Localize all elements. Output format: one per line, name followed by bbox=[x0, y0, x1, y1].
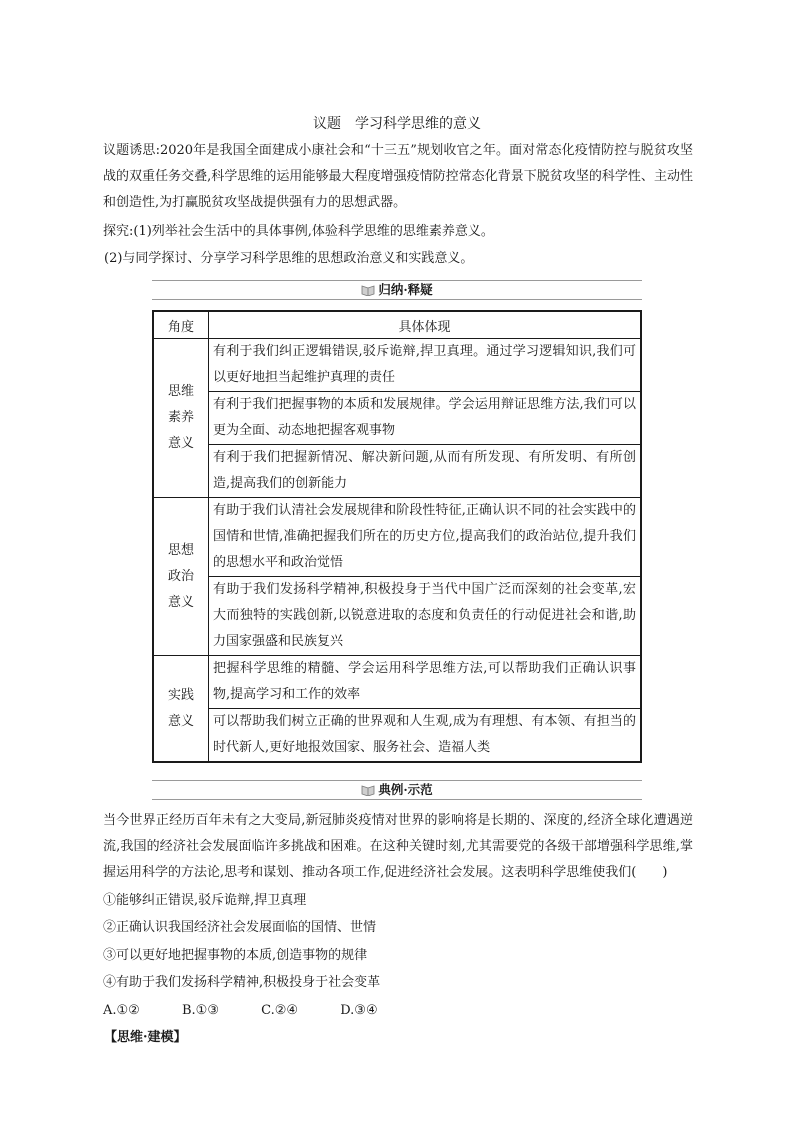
angle-cell: 实践 意义 bbox=[153, 656, 209, 763]
title-prefix: 议题 bbox=[313, 116, 341, 132]
option-c[interactable]: C.②④ bbox=[261, 1003, 299, 1018]
option-a[interactable]: A.①② bbox=[103, 1003, 140, 1018]
section-summary-title: 归纳·释疑 bbox=[378, 282, 433, 297]
title-text: 学习科学思维的意义 bbox=[355, 116, 481, 132]
table-header-row bbox=[153, 311, 641, 339]
table-cell: 有助于我们发扬科学精神,积极投身于当代中国广泛而深刻的社会变革,宏大而独特的实践创新,以锐意进取的态度和负责任的行动促进社会和谐,助力国家强盛和民族复兴 bbox=[209, 577, 642, 656]
intro-paragraph: 议题诱思:2020年是我国全面建成小康社会和“十三五”规划收官之年。面对常态化疫情防控与脱贫攻坚战的双重任务交叠,科学思维的运用能够最大程度增强疫情防控常态化背景下脱贫攻坚的科学性、主动性和创造性,为打赢脱贫攻坚战提供强有力的思想武器。 bbox=[103, 143, 693, 210]
book-icon bbox=[361, 283, 375, 301]
angle-cell: 思想 政治 意义 bbox=[153, 498, 209, 656]
explore-line-1: 探究:(1)列举社会生活中的具体事例,体验科学思维的思维素养意义。 bbox=[103, 224, 494, 239]
question-stem: 当今世界正经历百年未有之大变局,新冠肺炎疫情对世界的影响将是长期的、深度的,经济全球化遭遇逆流,我国的经济社会发展面临许多挑战和困难。在这种关键时刻,尤其需要党的各级干部增强科学思维,掌握运用科学的方法论,思考和谋划、推动各项工作,促进经济社会发展。这表明科学思维使我们( ) bbox=[103, 813, 693, 880]
answer-options bbox=[103, 998, 416, 1024]
book-icon bbox=[361, 783, 375, 801]
table-row bbox=[153, 656, 641, 709]
table-row bbox=[153, 445, 641, 498]
angle-cell: 思维 素养 意义 bbox=[153, 339, 209, 498]
statement-4: ④有助于我们发扬科学精神,积极投身于社会变革 bbox=[103, 975, 381, 990]
table-row bbox=[153, 498, 641, 577]
statement-3: ③可以更好地把握事物的本质,创造事物的规律 bbox=[103, 948, 368, 963]
explore-line-2: (2)与同学探讨、分享学习科学思维的思想政治意义和实践意义。 bbox=[104, 251, 474, 266]
section-example-title: 典例·示范 bbox=[378, 782, 433, 797]
table-cell: 把握科学思维的精髓、学会运用科学思维方法,可以帮助我们正确认识事物,提高学习和工作的效率 bbox=[209, 656, 642, 709]
table-cell: 可以帮助我们树立正确的世界观和人生观,成为有理想、有本领、有担当的时代新人,更好地报效国家、服务社会、造福人类 bbox=[209, 709, 642, 763]
table-cell: 有利于我们把握新情况、解决新问题,从而有所发现、有所发明、有所创造,提高我们的创新能力 bbox=[209, 445, 642, 498]
table-row bbox=[153, 709, 641, 763]
option-d[interactable]: D.③④ bbox=[340, 1003, 378, 1018]
statement-1: ①能够纠正错误,驳斥诡辩,捍卫真理 bbox=[103, 893, 307, 908]
summary-table bbox=[152, 310, 642, 763]
statement-2: ②正确认识我国经济社会发展面临的国情、世情 bbox=[103, 920, 377, 935]
model-tag: 【思维·建模】 bbox=[104, 1030, 187, 1045]
page-title bbox=[0, 114, 794, 134]
table-cell: 有利于我们把握事物的本质和发展规律。学会运用辩证思维方法,我们可以更为全面、动态地把握客观事物 bbox=[209, 392, 642, 445]
table-cell: 有利于我们纠正逻辑错误,驳斥诡辩,捍卫真理。通过学习逻辑知识,我们可以更好地担当起维护真理的责任 bbox=[209, 339, 642, 392]
table-row bbox=[153, 577, 641, 656]
table-row bbox=[153, 339, 641, 392]
table-cell: 有助于我们认清社会发展规律和阶段性特征,正确认识不同的社会实践中的国情和世情,准确把握我们所在的历史方位,提高我们的政治站位,提升我们的思想水平和政治觉悟 bbox=[209, 498, 642, 577]
section-example-header bbox=[152, 780, 642, 800]
option-b[interactable]: B.①③ bbox=[181, 1003, 219, 1018]
header-angle: 角度 bbox=[153, 311, 209, 339]
table-row bbox=[153, 392, 641, 445]
header-content: 具体体现 bbox=[209, 311, 642, 339]
section-summary-header bbox=[152, 280, 642, 300]
